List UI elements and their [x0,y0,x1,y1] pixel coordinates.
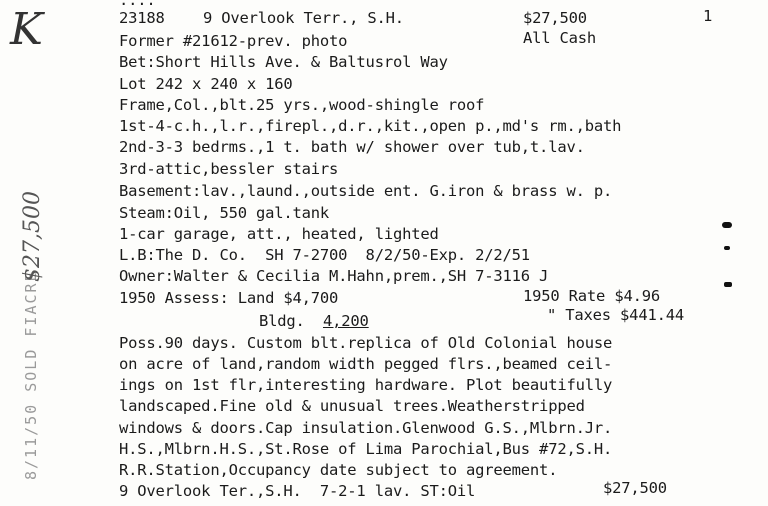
listing-number: 23188 [119,9,165,27]
page-number: 1 [703,7,713,25]
heating: Steam:Oil, 550 gal.tank [119,204,330,222]
listing-price: $27,500 [523,9,587,27]
punch-mark [724,282,732,287]
remark-line: landscaped.Fine old & unusual trees.Weatherstripped [119,397,585,415]
lot-size: Lot 242 x 240 x 160 [119,75,293,93]
payment-terms: All Cash [523,29,597,47]
first-floor: 1st-4-c.h.,l.r.,firepl.,d.r.,kit.,open p.,md's rm.,bath [119,117,622,135]
tax-rate: 1950 Rate $4.96 [523,287,660,305]
owner: Owner:Walter & Cecilia M.Hahn,prem.,SH 7-3116 J [119,267,549,285]
assessment-building-label: Bldg. [259,312,305,330]
assessment-building-value: 4,200 [323,312,369,330]
garage: 1-car garage, att., heated, lighted [119,225,439,243]
listing-address: 9 Overlook Terr., S.H. [203,9,404,27]
punch-mark [724,246,730,250]
punch-mark [722,222,732,228]
between-streets: Bet:Short Hills Ave. & Baltusrol Way [119,53,448,71]
second-floor: 2nd-3-3 bedrms.,1 t. bath w/ shower over tub,t.lav. [119,138,585,156]
handwritten-price: $27,500 [20,191,45,282]
footer-summary: 9 Overlook Ter.,S.H. 7-2-1 lav. ST:Oil [119,482,476,500]
assessment-land: 1950 Assess: Land $4,700 [119,289,339,307]
construction: Frame,Col.,blt.25 yrs.,wood-shingle roof [119,96,485,114]
top-dots: .... [119,0,156,9]
remark-line: on acre of land,random width pegged flrs.,beamed ceil- [119,355,613,373]
former-listing: Former #21612-prev. photo [119,32,348,50]
footer-price: $27,500 [603,479,667,497]
basement: Basement:lav.,laund.,outside ent. G.iron & brass w. p. [119,182,613,200]
listing-broker: L.B:The D. Co. SH 7-2700 8/2/50-Exp. 2/2/51 [119,246,530,264]
remark-line: windows & doors.Cap insulation.Glenwood G.S.,Mlbrn.Jr. [119,419,613,437]
remark-line: H.S.,Mlbrn.H.S.,St.Rose of Lima Parochial,Bus #72,S.H. [119,440,613,458]
sold-stamp: 8/11/50 SOLD FIACRE [22,270,40,480]
taxes: " Taxes $441.44 [547,306,684,324]
corner-handwritten-mark: K [10,4,43,55]
remark-line: R.R.Station,Occupancy date subject to agreement. [119,461,558,479]
remark-line: ings on 1st flr,interesting hardware. Plot beautifully [119,376,613,394]
remark-line: Poss.90 days. Custom blt.replica of Old Colonial house [119,334,613,352]
third-floor: 3rd-attic,bessler stairs [119,160,339,178]
